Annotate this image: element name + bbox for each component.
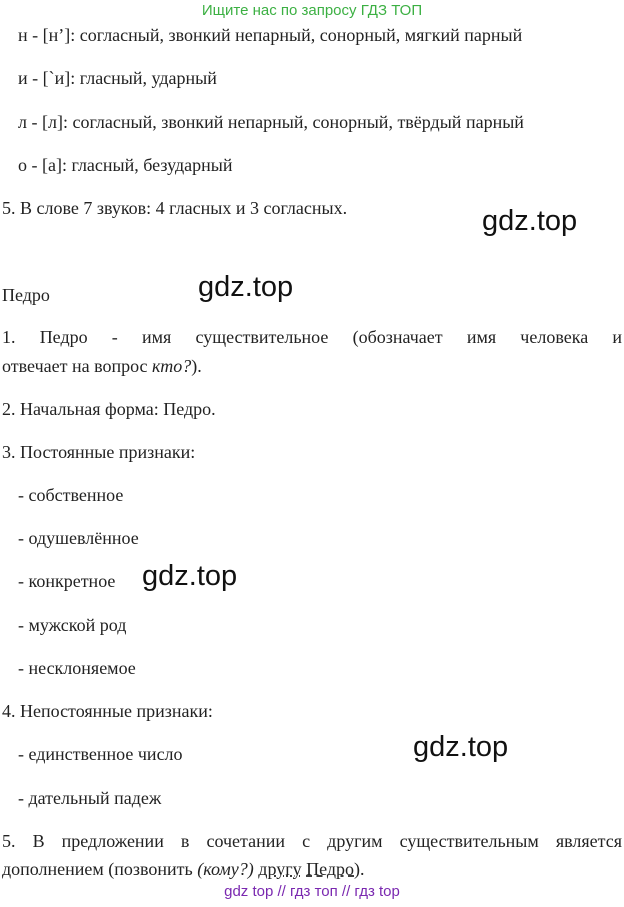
underlined-word: другу [258, 859, 302, 879]
watermark: gdz.top [142, 560, 238, 592]
constant-feature: - несклоняемое [18, 658, 136, 678]
text-span: ). [191, 356, 202, 376]
watermark: gdz.top [482, 205, 578, 237]
question-text: кто? [152, 356, 192, 376]
sound-summary: 5. В слове 7 звуков: 4 гласных и 3 согласных. [2, 198, 348, 218]
paragraph-1-line2 [2, 355, 202, 377]
sound-line-o: о - [а]: гласный, безударный [18, 155, 233, 175]
variable-feature: - единственное число [18, 744, 183, 764]
paragraph-2: 2. Начальная форма: Педро. [2, 399, 216, 419]
sound-line-i: и - [`и]: гласный, ударный [18, 68, 217, 88]
paragraph-5-line2 [2, 858, 365, 880]
watermark: gdz.top [198, 271, 294, 303]
underlined-word: Педро [306, 859, 355, 879]
word-heading: Педро [2, 285, 50, 305]
paragraph-5-line1: 5. В предложении в сочетании с другим существительным является [2, 831, 622, 851]
paragraph-4: 4. Непостоянные признаки: [2, 701, 213, 721]
text-span: ). [354, 859, 365, 879]
question-text: (кому?) [197, 859, 254, 879]
text-span: дополнением (позвонить [2, 859, 198, 879]
sound-line-l: л - [л]: согласный, звонкий непарный, сонорный, твёрдый парный [18, 112, 524, 132]
constant-feature: - одушевлённое [18, 528, 139, 548]
text-span: отвечает на вопрос [2, 356, 153, 376]
constant-feature: - собственное [18, 485, 124, 505]
sound-line-n: н - [н’]: согласный, звонкий непарный, сонорный, мягкий парный [18, 25, 523, 45]
paragraph-3: 3. Постоянные признаки: [2, 442, 196, 462]
paragraph-1-line1: 1. Педро - имя существительное (обозначает имя человека и [2, 327, 622, 347]
constant-feature: - мужской род [18, 615, 127, 635]
constant-feature: - конкретное [18, 571, 116, 591]
search-banner: Ищите нас по запросу ГДЗ ТОП [201, 2, 423, 19]
variable-feature: - дательный падеж [18, 788, 162, 808]
watermark: gdz.top [413, 731, 509, 763]
footer-banner: gdz top // гдз топ // гдз top [224, 883, 400, 900]
